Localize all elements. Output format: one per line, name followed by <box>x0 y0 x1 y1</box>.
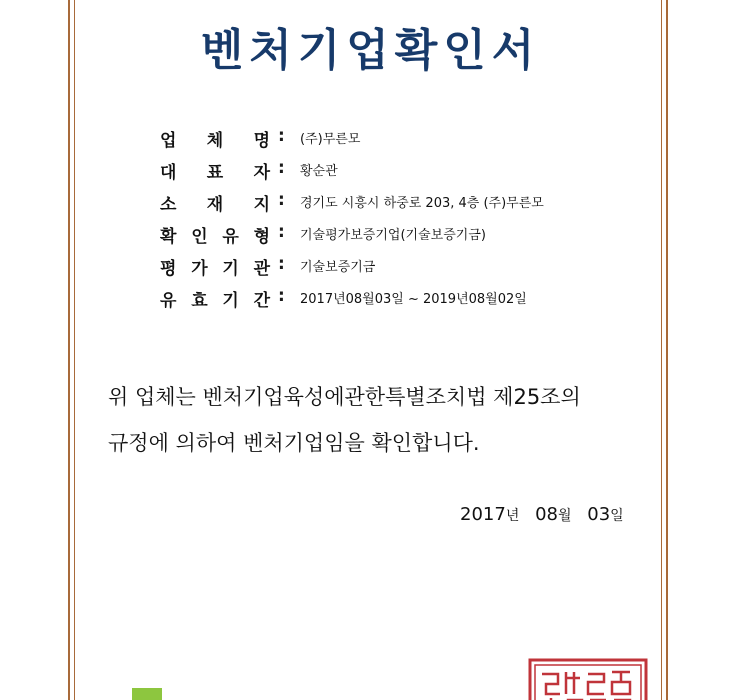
field-label <box>160 286 270 311</box>
field-row-address <box>160 190 600 222</box>
label-char: 기 <box>222 291 239 311</box>
field-row-representative <box>160 158 600 190</box>
certificate-fields <box>160 126 600 318</box>
label-char: 명 <box>253 131 270 151</box>
field-colon: : <box>278 190 285 210</box>
label-char: 재 <box>206 195 224 215</box>
year-unit: 년 <box>505 508 520 524</box>
green-mark <box>132 688 162 700</box>
label-char: 관 <box>253 259 270 279</box>
field-row-confirmation-type <box>160 222 600 254</box>
label-char: 대 <box>160 163 177 183</box>
label-char: 자 <box>253 163 270 183</box>
field-row-validity-period <box>160 286 600 318</box>
certificate-title: 벤처기업확인서 <box>200 25 541 76</box>
field-colon: : <box>278 158 285 178</box>
label-char: 간 <box>253 291 270 311</box>
company-name-value: (주)무른모 <box>300 132 361 147</box>
evaluation-agency-value: 기술보증기금 <box>300 260 376 275</box>
certification-statement <box>108 374 648 466</box>
label-char: 유 <box>222 227 239 247</box>
label-char: 기 <box>222 259 239 279</box>
field-colon: : <box>278 254 285 274</box>
representative-value: 황순관 <box>300 164 338 179</box>
label-char: 확 <box>160 227 177 247</box>
label-char: 인 <box>191 227 208 247</box>
day-unit: 일 <box>610 508 624 524</box>
label-char: 지 <box>253 195 270 215</box>
issue-year: 2017 <box>460 504 506 525</box>
field-label <box>160 126 270 151</box>
statement-line: 규정에 의하여 벤처기업임을 확인합니다. <box>108 431 480 455</box>
field-label <box>160 254 270 279</box>
label-char: 가 <box>191 259 208 279</box>
label-char: 체 <box>206 131 224 151</box>
field-row-company-name <box>160 126 600 158</box>
issue-month: 08 <box>535 504 558 525</box>
month-unit: 월 <box>557 508 572 524</box>
field-label <box>160 190 270 215</box>
label-char: 효 <box>191 291 208 311</box>
field-colon: : <box>278 286 285 306</box>
label-char: 유 <box>160 291 177 311</box>
issue-date <box>460 504 634 525</box>
field-label <box>160 222 270 247</box>
certificate-inner-border <box>74 0 662 700</box>
label-char: 형 <box>253 227 270 247</box>
field-row-evaluation-agency <box>160 254 600 286</box>
field-colon: : <box>278 126 285 146</box>
label-char: 소 <box>160 195 177 215</box>
label-char: 평 <box>160 259 177 279</box>
official-seal-icon <box>528 658 648 700</box>
field-label <box>160 158 270 183</box>
label-char: 표 <box>206 163 224 183</box>
field-colon: : <box>278 222 285 242</box>
validity-period-value: 2017년08월03일 ~ 2019년08월02일 <box>300 292 527 307</box>
confirmation-type-value: 기술평가보증기업(기술보증기금) <box>300 228 486 243</box>
issue-day: 03 <box>587 504 611 525</box>
address-value: 경기도 시흥시 하중로 203, 4층 (주)무른모 <box>300 196 544 211</box>
statement-line: 위 업체는 벤처기업육성에관한특별조치법 제25조의 <box>108 385 581 409</box>
label-char: 업 <box>160 131 177 151</box>
